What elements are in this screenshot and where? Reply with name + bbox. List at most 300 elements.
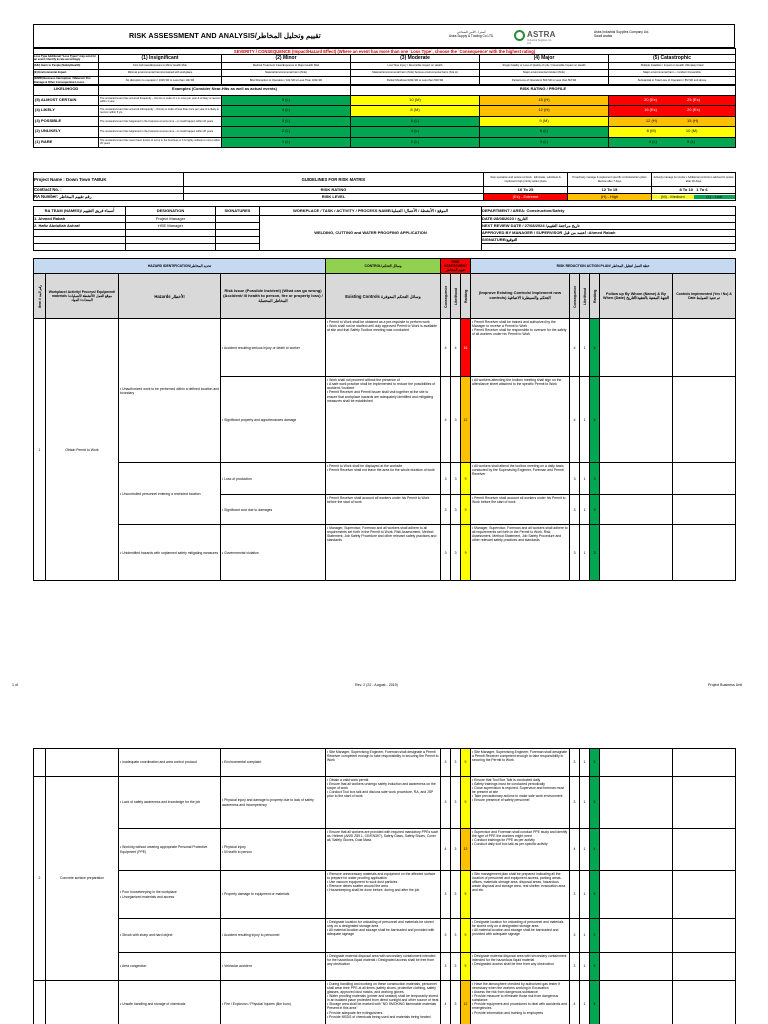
existing-control-cell: • Site Manager, Supervising Engineer, Foreman shall designate a Permit Receiver competent enough to take responsibility in securing the Permit to Work [326,749,441,777]
follow-up-cell [600,749,673,777]
follow-up-cell [600,919,673,953]
risk-issue-cell: • Physical injury and damage to property due to lack of safety awareness and incompetency [221,777,326,829]
residual-consequence: 3 [570,919,580,953]
improve-control-cell: • Have the atmosphere checked by authorized gas tester if necessary when the workers working in Excavation • Assess the risk from dangerous substance • Provide measure to eliminate those risk from dangerous substance • Provide equipment and procedures to deal with accidents and emergencies • Provide information and training to employees [471,981,570,1024]
ranking-value: 9 [461,463,471,495]
likelihood-label-4: (4) LIKELY [34,106,99,117]
consequence-header: Consequence [441,274,451,319]
company-name-block [449,30,493,38]
consequence-value: 4 [441,377,451,463]
matrix-cell: 10 (M) [351,95,480,106]
ranking-value: 16 [461,319,471,377]
severity-cell: No disruption to operation / 1000 SR to Less than 10k SR [99,76,222,85]
matrix-cell-value: 25 (Ex) [687,96,700,102]
guideline-cell: Stop operation and review controls · Eliminate, substitute & implement high priority action plans [484,173,568,187]
rating-range [652,187,736,194]
risk-assessment-header: RISK ASSESSMENT تقييم المخاطر [441,259,471,274]
residual-ranking: 3 [590,777,600,829]
implemented-cell [673,463,736,495]
residual-likelihood: 1 [580,919,590,953]
team-label: RA TEAM (NAMES)/ أسماء فريق التقييم [34,207,126,216]
existing-control-cell: • Designate material disposal area with secondary containment intended for the hazardous liquid material • Designated access shall be free from any obstruction [326,953,441,981]
hazard-cell: • Lack of safety awareness and knowledge for the job [119,777,221,829]
severity-cell: Substantial or Total Loss of Operation / 5M SR and above [609,76,736,85]
severity-row-label: (E) Environmental Impact [34,69,99,76]
severity-cell: Material Environmental harm (M.E) Serious environmental harm (S.E.H) [351,69,480,76]
approved-by: APPROVED BY MANAGER / SUPERVISOR اعتمد من قبل :Ahmed Rabah [482,230,736,237]
existing-control-cell: • Permit Receiver shall account all workers under his Permit to Work before the start of work [326,495,441,525]
likelihood-value: 3 [451,953,461,981]
existing-control-cell: • Permit to Work shall be obtained as a pre-requisite to perform work • Work shall not be started until duly approved Permit to Work is available at site and that Safety Toolbox meeting was conducted [326,319,441,377]
team-member-signature [216,223,260,230]
severity-cell: Brief Disruption to Operation / 10k SR to Less Than 100k SR [222,76,351,85]
matrix-cell-value: 4 (L) [648,138,658,144]
rating-header: RISK RATING / PROFILE [351,85,736,96]
hazard-cell: • Uncontrolled personnel entering a restricted location [119,463,221,525]
likelihood-value: 3 [451,749,461,777]
residual-consequence: 4 [570,319,580,377]
likelihood-desc: The unwanted event has happened in the business at some time - or could happen within 20 years [99,127,222,138]
implemented-header: Controls Implemented (Yes / No) & Date تم تنفيذ الضوابط [673,274,736,319]
matrix-cell-value: 8 (M) [646,128,656,134]
severity-row-label: (B/MD) Business Interruption / Material / Fire Damage & Other Consequential Losses [34,76,99,85]
residual-consequence: 4 [570,981,580,1024]
residual-likelihood: 1 [580,749,590,777]
ranking-value: 9 [461,953,471,981]
consequence-value: 3 [441,777,451,829]
blank-cell [216,230,260,237]
existing-control-cell: • Manager, Supervisor, Foreman and all workers shall adhere to all requirements set forth in the Permit to Work, Risk Assessment, Method Statement, Job Safety Procedure and other relevant safety practices and standards [326,525,441,581]
risk-issue-cell: • Significant cost due to damages [221,495,326,525]
matrix-cell-value: 10 (M) [685,128,698,134]
blank-cell [126,230,216,237]
item-column-header: Item # رقم البند [34,274,46,319]
consequence-value: 3 [441,919,451,953]
matrix-cell: 9 (M) [480,116,609,127]
residual-consequence: 3 [570,871,580,919]
residual-ranking: 3 [590,495,600,525]
team-member-signature [216,216,260,223]
implemented-cell [673,981,736,1024]
risk-issue-cell: • Environmental complaint [221,749,326,777]
matrix-cell: 6 (L) [351,116,480,127]
residual-consequence: 3 [570,525,580,581]
severity-cell: Material Environmental harm (M.E) [222,69,351,76]
loss-type-label: Loss Type Additional "Loss Types" may exist for an event; Identify & rate accordingly [34,55,99,62]
hazard-cell: • Unidentified hazards with unplanned safety mitigating measures [119,525,221,581]
item-number: 2 [34,777,46,981]
matrix-cell-value: 15 (H) [687,117,699,123]
existing-control-cell: • Remove unnecessary materials and equipment on the affected surface to prepare for water proofing application • Use vacuum equipment to suck dust particles • Remove debris scatter around the area • Housekeeping shall be done before, during and after the job [326,871,441,919]
ranking-value: 12 [461,377,471,463]
improve-control-cell: • Supervisor and Foreman shall conduct PPE study and identify the type of PPE the workers might need • Conduct trainings for PPE as per activity • Conduct daily tool box talk as per specific activity [471,829,570,871]
severity-cell: Minimal environmental harm/contained with workplace [99,69,222,76]
implemented-cell [673,525,736,581]
follow-up-cell [600,953,673,981]
signature-field: SIGNATURE/التوقيع [482,237,736,244]
residual-likelihood: 1 [580,829,590,871]
risk-matrix [33,84,736,148]
implemented-cell [673,953,736,981]
severity-cell: Multiple Fatalities / Impact on Health Ultimately Fatal [609,62,736,69]
hazard-cell: • Working without wearing appropriate Personal Protective Equipment (PPE) [119,829,221,871]
item-number: 1 [34,319,46,581]
risk-level-high: (H) - High [568,194,652,201]
risk-level-low: (L) - Low [694,195,736,200]
item-number [34,749,46,777]
ranking-value: 9 [461,777,471,829]
residual-ranking: 3 [590,919,600,953]
matrix-cell [609,95,736,106]
risk-level-medium: (M) - Medium [652,195,694,200]
severity-table [33,48,736,86]
consequence-value: 3 [441,495,451,525]
control-header: CONTROL/وسائل التحكم [326,259,441,274]
residual-consequence: 3 [570,777,580,829]
follow-up-header: Follow up By Whom (Name) & By When (Date) الجهة المعنية بالتنفيذ/التاريخ [600,274,673,319]
matrix-cell-value: 12 (H) [645,117,658,123]
residual-likelihood: 1 [580,495,590,525]
residual-likelihood: 1 [580,319,590,377]
logo-subtitle: Industrial Supplies Co. Ltd. [527,39,553,45]
likelihood-value: 3 [451,777,461,829]
hazard-identification-header: HAZARD IDENTIFICATION/تحديد المخاطر [34,259,326,274]
guidelines-label: GUIDELINES FOR RISK MATRIX [184,173,484,187]
severity-level-5: (5) Catastrophic [609,55,736,62]
consequence-value: 3 [441,525,451,581]
follow-up-cell [600,463,673,495]
severity-cell: Single Fatality or Loss of Quality of Life / Irreversible Impact on Health [480,62,609,69]
implemented-cell [673,749,736,777]
existing-control-cell: • Permit to Work shall be displayed at the worksite • Permit Receiver shall not leave the area for the whole duration of work [326,463,441,495]
residual-consequence: 3 [570,749,580,777]
risk-issue-cell: • Governmental violation [221,525,326,581]
blank-cell [34,230,126,237]
improve-control-cell: • Permit Receiver shall account all workers under his Permit to Work before the start of work [471,495,570,525]
hazard-cell: • Area congestion [119,953,221,981]
blank-cell [482,244,736,251]
risk-level-extreme: (Ex) - Extreme [484,194,568,201]
likelihood-desc: The unwanted event has happened in the business at some time - or could happen within 10 years [99,116,222,127]
likelihood-value: 3 [451,377,461,463]
likelihood-column-header: Likelihood [451,274,461,319]
follow-up-cell [600,319,673,377]
matrix-cell: 4 (L) [351,127,480,138]
severity-level-2: (2) Minor [222,55,351,62]
residual-ranking: 4 [590,829,600,871]
residual-ranking: 3 [590,525,600,581]
matrix-cell: 3 (L) [222,116,351,127]
consequence-header-2: Consequence [570,274,580,319]
residual-ranking: 4 [590,319,600,377]
risk-issue-cell: • Accident resulting serious injury or death to worker [221,319,326,377]
follow-up-cell [600,377,673,463]
severity-level-1: (1) Insignificant [99,55,222,62]
existing-control-cell: • Work shall not proceed without the presence of • A safe work practice shall be implemented to reduce the possibilities of accident / incident • Permit Receiver and Permit Issuer shall visit together at the site to ensure that workplace hazards are adequately identified and mitigating measures shall be established [326,377,441,463]
item-number [34,981,46,1024]
consequence-value: 4 [441,319,451,377]
severity-level-3: (3) Moderate [351,55,480,62]
severity-level-4: (4) Major [480,55,609,62]
activity-cell: Concrete surface preparation [46,777,119,981]
ranking-value: 9 [461,871,471,919]
matrix-cell: 2 (L) [351,137,480,148]
likelihood-header: LIKELIHOOD [34,85,99,96]
company-info-line-2: Saudi Arabia [594,34,613,39]
risk-issue-cell: • Physical injury • Ill health to person [221,829,326,871]
risk-issue-column-header: Risk Issue (Possible Incident) (What can go wrong) (Accident/ ill health to person, fire or property loss) / المخاطر المحتملة [221,274,326,319]
matrix-cell: 15 (H) [480,95,609,106]
reduction-header: RISK REDUCTION ACTION PLAN/ خطة العمل لتقليل المخاطر [471,259,736,274]
blank-cell [126,244,216,251]
risk-issue-cell: • Vehicular accident [221,953,326,981]
activity-cell: Obtain Permit to Work [46,319,119,581]
hazard-cell: • Inadequate coordination and area control protocol [119,749,221,777]
project-guidelines [33,172,736,201]
activity-name: WELDING, CUTTING and WATER PROOFING APPLICATION [260,216,482,251]
matrix-cell: 8 (M) [351,106,480,117]
matrix-cell: 2 (L) [222,127,351,138]
workplace-label: WORKPLACE / TASK / ACTIVITY / PROCESS NAME/الموقع / الأنشطة / الأعمال/ العملية [260,207,482,216]
residual-ranking: 3 [590,463,600,495]
implemented-cell [673,829,736,871]
severity-cell: Partial Shutdown/100k SR to Less than 500 SR [351,76,480,85]
logo-icon [514,30,525,41]
likelihood-value: 3 [451,871,461,919]
severity-cell: Major environmental incident (M.E) [480,69,609,76]
likelihood-label-5: (5) ALMOST CERTAIN [34,95,99,106]
matrix-cell-value: 20 (Ex) [644,96,658,102]
residual-likelihood: 1 [580,981,590,1024]
improve-controls-header: (Improve Existing Controls/ Implement new controls) التحكم والسيطرة الاضافية [471,274,570,319]
existing-control-cell: • During handling and working on these construction materials, personnel shall wear their PPE at all times (safety shoes, protective clothing, safety glasses, approved dust masks, and working gloves. • Water proofing materials (primer and sealant) shall be temporarily stored in an isolated place protected from direct sunlight and other source of heat • Storage area shall be marked with "NO SMOKING flammable materials Present in this area" • Provide adequate fire extinguishers. • Provide MSDS of chemicals being used and materials being heated [326,981,441,1024]
department: DEPARTMENT / AREA: Construction/Safety [482,207,736,216]
likelihood-value: 3 [451,919,461,953]
residual-likelihood: 1 [580,377,590,463]
improve-control-cell: • Site management plan shall be prepared indicating all the location of personnel and equipment access, parking areas, offices, materials storage area, disposal areas, hazardous waste disposal and storage area, rest shelter, evacuation area and etc. [471,871,570,919]
blank-cell [34,244,126,251]
business-unit: Project Business Unit [708,683,743,687]
residual-consequence: 4 [570,377,580,463]
matrix-cell-value: 20 (Ex) [687,107,700,113]
matrix-cell: 3 (L) [480,137,609,148]
hazard-cell: • Unauthorized work to be performed within a defined location and boundary [119,319,221,463]
existing-control-cell: • Ensure that all workers are provided with required mandatory PPEs such as: Helmet (ANSI Z89.1, CE/EN397), Safety Glass, Safety Shoes, Cover all, Safety Gloves, Dust Mask [326,829,441,871]
follow-up-cell [600,777,673,829]
team-member-name: 2. Hafiz Abdullah Ashraf [34,223,126,230]
blank-cell [216,237,260,244]
severity-cell: First Aid Case/Exposure to Minor Health Risk [99,62,222,69]
document-header [33,24,735,48]
severity-cell: Partial Loss of Operation/ 500 SR to Less than 5M SR [480,76,609,85]
team-member-designation: HSE Manager [126,223,216,230]
company-info-line-1: Astra Industrial Supplies Company Ltd. [594,30,650,34]
residual-ranking: 3 [590,871,600,919]
risk-issue-cell: • Significant property and appurtenances damage [221,377,326,463]
risk-rating-label: RISK RATING [184,187,484,194]
company-info [594,30,649,38]
severity-row-label: (S/H) Harm to People (Safety/Health) [34,62,99,69]
blank-cell [216,244,260,251]
likelihood-column-header-2: Likelihood [580,274,590,319]
matrix-cell: 6 (L) [480,127,609,138]
activity-cell [46,981,119,1024]
severity-cell: Major environmental harm – Incident Irreversible [609,69,736,76]
implemented-cell [673,919,736,953]
residual-ranking: 3 [590,749,600,777]
risk-issue-cell: • Property damage to equipment or materials [221,871,326,919]
team-member-designation: Project Manager [126,216,216,223]
workplace-column-header: Workplace/ Activity/ Process/ Equipment/ materials موقع العمل /الأنشطة /العمليات/ المعدات/ المواد [46,274,119,319]
follow-up-cell [600,495,673,525]
examples-header: Examples (Consider Near-Hits as well as actual events) [99,85,351,96]
ranking-value: 9 [461,525,471,581]
residual-likelihood: 1 [580,953,590,981]
likelihood-label-1: (1) RARE [34,137,99,148]
ranking-header: Ranking [461,274,471,319]
severity-cell: Medical Treatment Case/Exposure to Major Health Risk [222,62,351,69]
guideline-cell: Proactively manage & implement specific controls/action plans Review after 7 days [568,173,652,187]
follow-up-cell [600,525,673,581]
residual-ranking: 4 [590,981,600,1024]
hazard-cell: • Struck with sharp and hard object [119,919,221,953]
ra-number: RA Number: رقم تقييم المخاطر [34,194,184,201]
designation-label: DESIGNATION [126,207,216,216]
likelihood-value: 3 [451,525,461,581]
implemented-cell [673,871,736,919]
blank-cell [34,237,126,244]
implemented-cell [673,319,736,377]
hazards-column-header: Hazards الأخطار [119,274,221,319]
signatures-label: SIGNATURES [216,207,260,216]
improve-control-cell: • All workers shall attend the toolbox meeting on a daily basis conducted by the Supervising Engineer, Foreman and Permit Receiver [471,463,570,495]
matrix-cell: 12 (H) [480,106,609,117]
residual-likelihood: 1 [580,871,590,919]
page-gap [0,720,768,740]
matrix-cell: 1 (L) [222,137,351,148]
consequence-value: 3 [441,749,451,777]
matrix-cell [609,106,736,117]
logo-name: ASTRA [527,30,556,39]
team-member-name: 1. Ahmed Rabah [34,216,126,223]
matrix-cell [609,127,736,138]
matrix-cell: 4 (L) [222,106,351,117]
implemented-cell [673,495,736,525]
next-review-date: NEXT REVIEW DATE / 27/08/2024 /تاريخ مراجعة التقييم [482,223,736,230]
hazard-table-page-1 [33,258,736,581]
rating-range-text: 8 To 10 [679,186,693,192]
likelihood-label-2: (2) UNLIKELY [34,127,99,138]
residual-likelihood: 1 [580,525,590,581]
assessment-date: DATE:28/08/2023 / التاريخ [482,216,736,223]
improve-control-cell: • Ensure that Tool Box Talk is conducted daily • Safety trainings must be conducted periodically • Close supervision is required. Supervisor and foreman must be present at site • Take precautionary actions to make safe work environment • Ensure presence of safety personnel [471,777,570,829]
follow-up-cell [600,871,673,919]
risk-level-split [652,194,736,201]
likelihood-value: 3 [451,495,461,525]
likelihood-desc: The unwanted event has occurred frequently – Occurs in order of 1 or more per year & is likely to reoccur within 1 year [99,95,222,106]
ranking-value: 9 [461,495,471,525]
page-number: 1 of [12,683,18,687]
likelihood-value: 3 [451,829,461,871]
team-table [33,206,736,251]
residual-consequence: 3 [570,495,580,525]
improve-control-cell: • Designate location for unloading of personnel and materials be stored only on a designated storage area • All material location and storage shall be barricaded and provided with adequate signage [471,919,570,953]
ranking-value: 12 [461,981,471,1024]
severity-cell: Lost Time Injury / Reversible Impact on Health [351,62,480,69]
hazard-cell: • Poor housekeeping in the workplace • Unorganized materials and access [119,871,221,919]
residual-consequence: 3 [570,953,580,981]
matrix-cell-value: 5 (L) [687,138,696,144]
residual-ranking: 4 [590,377,600,463]
implemented-cell [673,377,736,463]
contract-number: Contract No. : [34,187,184,194]
rating-range: 16 To 25 [484,187,568,194]
risk-issue-cell: • Loss of production [221,463,326,495]
consequence-value: 3 [441,871,451,919]
residual-consequence: 4 [570,829,580,871]
likelihood-value: 3 [451,463,461,495]
risk-issue-cell: • Fire / Explosion / Physical Injuries (like burn) [221,981,326,1024]
revision-info: Rev. 2 (22 - August - 2019) [355,683,398,687]
guideline-cell [652,173,736,187]
residual-likelihood: 1 [580,463,590,495]
company-logo [514,29,554,43]
consequence-value: 3 [441,953,451,981]
likelihood-value: 3 [451,981,461,1024]
document-title: RISK ASSESSMENT AND ANALYSIS/تقييم وتحليل المخاطر [129,31,321,40]
likelihood-value: 4 [451,319,461,377]
existing-controls-header: Existing Controls وسائل التحكم المتوفرة [326,274,441,319]
likelihood-label-3: (3) POSSIBLE [34,116,99,127]
ranking-value: 9 [461,919,471,953]
matrix-cell [609,116,736,127]
company-name-ar: أسترا - الأمن الصناعي [456,30,486,34]
ranking-value: 12 [461,829,471,871]
residual-ranking: 3 [590,953,600,981]
hazard-cell: • Unsafe handling and storage of chemicals [119,981,221,1024]
activity-cell [46,749,119,777]
likelihood-desc: The unwanted event has never been known to occur in the business or it is highly unlikely to occur within 20 years [99,137,222,148]
matrix-cell [609,137,736,148]
risk-level-label: RISK LEVEL [184,194,484,201]
follow-up-cell [600,981,673,1024]
residual-likelihood: 1 [580,777,590,829]
residual-consequence: 3 [570,463,580,495]
improve-control-cell: • Designate material disposal area with secondary containment intended for the hazardous liquid material • Designated access shall be free from any obstruction [471,953,570,981]
consequence-value: 4 [441,829,451,871]
blank-cell [126,237,216,244]
guideline-cell-text: Actively manage & monitor • Additional controls is advised & review after 30 days [653,176,734,183]
follow-up-cell [600,829,673,871]
improve-control-cell: • Site Manager, Supervising Engineer, Foreman shall designate a Permit Receiver competent enough to take responsibility in securing the Permit to Work [471,749,570,777]
improve-control-cell: • Permit Receiver shall be trained and authorized by the Manager to receive a Permit to Work • Permit Receiver shall be responsible to oversee for the safety of all workers under his Permit to Work [471,319,570,377]
existing-control-cell: • Obtain a valid work permit • Ensure that all workers undergo safety induction and awareness on the scope of work • Conduct Tool box talk and discuss safe work procedure, RA, and JSP prior to the start of work [326,777,441,829]
page-2 [0,742,768,1024]
likelihood-desc: The unwanted event has occurred infrequently – Occurs in order of less than once per year & is likely to reoccur within 5 yrs [99,106,222,117]
existing-control-cell: • Designate location for unloading of personnel and materials be stored only on a designated storage area • All material location and storage shall be barricaded and provided with adequate signage [326,919,441,953]
consequence-value: 3 [441,463,451,495]
project-name: Project Name : Down Town TABUK [34,173,184,187]
company-name-en: Astra Supply & Trading Co LTD [449,34,494,39]
implemented-cell [673,777,736,829]
improve-control-cell: • All workers attending the toolbox meeting shall sign on the attendance sheet attached to the specific Permit to Work [471,377,570,463]
hazard-table-page-2 [33,748,736,1024]
severity-banner: SEVERITY / CONSEQUENCE (Impact/Hazard Effect) (Where an event has more than one `Loss Type`, choose the `Consequence' with the highest rating) [34,49,736,55]
matrix-cell: 5 (L) [222,95,351,106]
improve-control-cell: • Manager, Supervisor, Foreman and all workers shall adhere to all requirements set forth in the Permit to Work, Risk Assessment, Method Statement, Job Safety Procedure and other relevant safety practices and standards [471,525,570,581]
rating-range: 12 To 15 [568,187,652,194]
matrix-cell-value: 16 (Ex) [644,107,658,113]
